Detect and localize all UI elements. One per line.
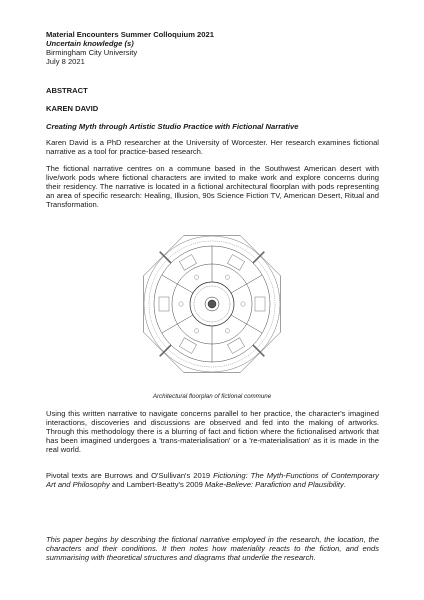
floorplan-center-emblem xyxy=(208,300,216,308)
floorplan-courtyard-feature xyxy=(225,275,229,279)
abstract-heading: ABSTRACT xyxy=(46,86,88,95)
floorplan-pod-wall xyxy=(162,275,193,293)
floorplan-pod-room xyxy=(255,297,265,311)
event-subtitle: Uncertain knowledge (s) xyxy=(46,39,134,48)
pivotal-texts-paragraph xyxy=(46,471,379,489)
pivotal-end: . xyxy=(343,480,346,489)
floorplan-pod-wall xyxy=(231,275,262,293)
summary-paragraph: This paper begins by describing the fictional narrative employed in the research, the location, the characters and their conditions. It then notes how materiality reacts to the fiction, and ends summarising with theoretical structures and diagrams that underlie the research. xyxy=(46,535,379,562)
floorplan-pod-room xyxy=(179,338,196,354)
bio-paragraph: Karen David is a PhD researcher at the University of Worcester. Her research examines fictional narrative as a tool for practice-based research. xyxy=(46,138,379,156)
pivotal-lead: Pivotal texts are Burrows and O'Sullivan's 2019 xyxy=(46,471,214,480)
floorplan-courtyard-feature xyxy=(225,329,229,333)
floorplan-courtyard-feature xyxy=(194,329,198,333)
event-name: Material Encounters Summer Colloquium 2021 xyxy=(46,30,214,39)
floorplan-pod-room xyxy=(159,297,169,311)
paper-title: Creating Myth through Artistic Studio Practice with Fictional Narrative xyxy=(46,122,299,131)
colloquium-header xyxy=(46,30,214,66)
narrative-paragraph: The fictional narrative centres on a commune based in the Southwest American desert with live/work pods where fictional characters are invited to make work and explore concerns during their residency. The narrative is located in a fictional architectural floorplan with pods representing an area of specific research: Healing, Illusion, 90s Science Fiction TV, American Desert, Ritual and Transformation. xyxy=(46,164,379,209)
pivotal-mid: and Lambert-Beatty's 2009 xyxy=(109,480,205,489)
methodology-paragraph: Using this written narrative to navigate concerns parallel to her practice, the character's imagined interactions, discoveries and discussions are observed and fed into the making of artworks. Through this methodology there is a blurring of fact and fiction where the fictionalised artwork that has been imagined undergoes a 'trans-materialisation' or a 're-materialisation' as it is made in the real world. xyxy=(46,409,379,454)
event-date: July 8 2021 xyxy=(46,57,85,66)
figure-caption: Architectural floorplan of fictional commune xyxy=(152,393,272,401)
floorplan-pod-wall xyxy=(231,315,262,333)
architectural-floorplan-image xyxy=(128,224,296,384)
floorplan-pod-room xyxy=(227,255,244,271)
floorplan-pod-wall xyxy=(162,315,193,333)
book-title-make-believe: Make-Believe: Parafiction and Plausibility xyxy=(204,480,344,489)
floorplan-courtyard-feature xyxy=(194,275,198,279)
floorplan-pod-room xyxy=(179,255,196,271)
author-name: KAREN DAVID xyxy=(46,104,99,113)
book-title-fictioning: Fictioning: The Myth-Functions of Contemporary Art and Philosophy xyxy=(46,471,379,489)
floorplan-pod-room xyxy=(227,338,244,354)
floorplan-courtyard-feature xyxy=(241,302,245,306)
event-venue: Birmingham City University xyxy=(46,48,138,57)
floorplan-courtyard-feature xyxy=(179,302,183,306)
